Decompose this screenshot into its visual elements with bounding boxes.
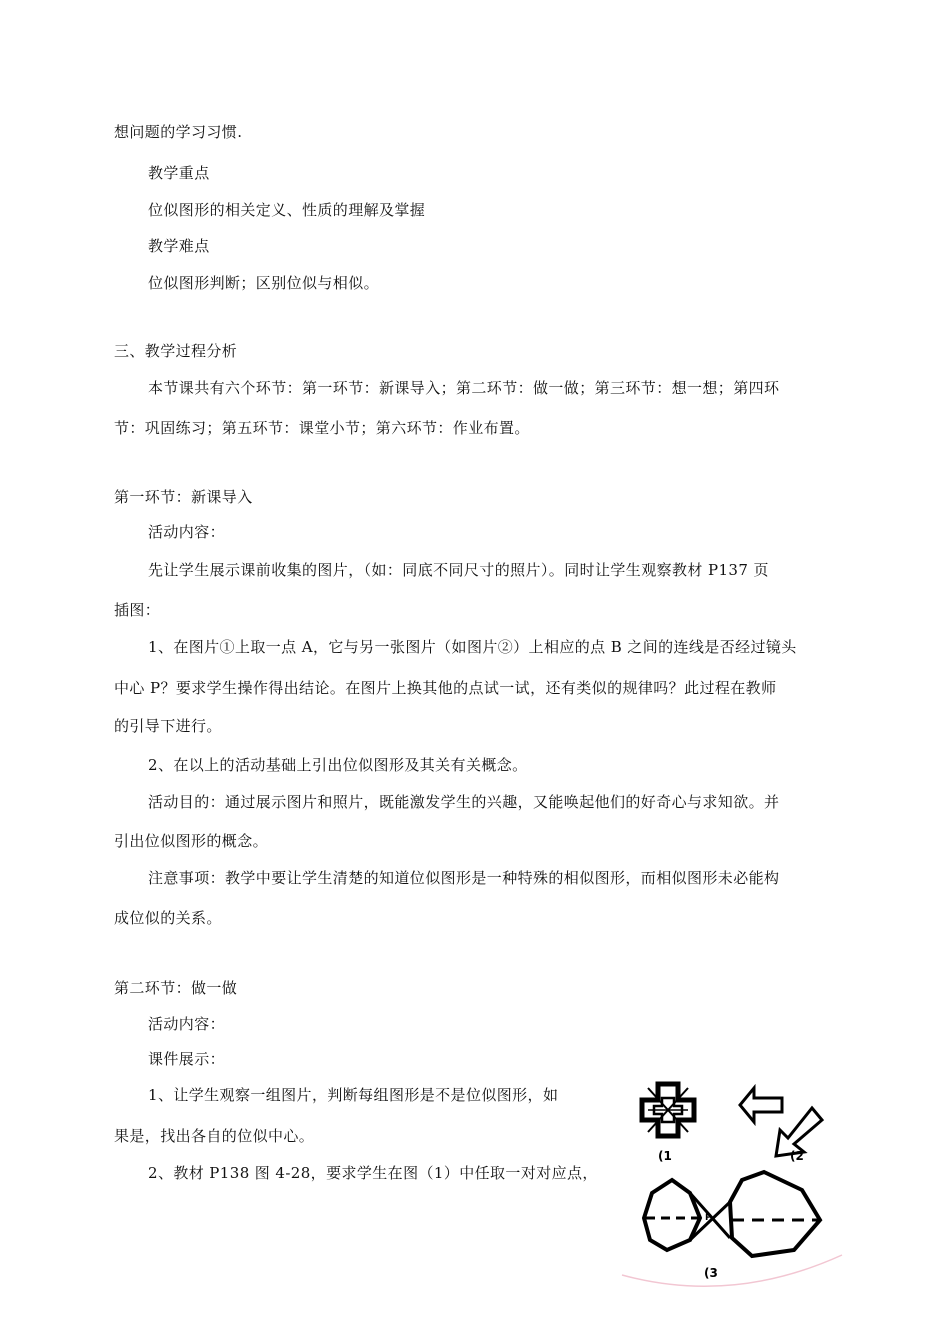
text-line: 2、教材 P138 图 4-28，要求学生在图（1）中任取一对对应点， (148, 1164, 598, 1182)
text-line: 活动内容： (148, 1015, 226, 1033)
section-heading-key-points: 教学重点 (148, 164, 210, 182)
text-line: 节：巩固练习；第五环节：课堂小节；第六环节：作业布置。 (114, 419, 530, 437)
figure-3-label: (3 (704, 1266, 718, 1280)
text-line: 想问题的学习习惯. (114, 123, 243, 141)
figure-3-pentagons (644, 1172, 820, 1256)
text-line: 位似图形的相关定义、性质的理解及掌握 (148, 201, 426, 219)
text-line: 中心 P？要求学生操作得出结论。在图片上换其他的点试一试，还有类似的规律吗？此过程在教师 (114, 679, 777, 697)
section-heading-difficulties: 教学难点 (148, 237, 210, 255)
text-line: 活动目的：通过展示图片和照片，既能激发学生的兴趣，又能唤起他们的好奇心与求知欲。并 (148, 793, 780, 811)
center-point-label: P (705, 1213, 712, 1223)
section-heading-stage-2: 第二环节：做一做 (114, 979, 238, 997)
figure-1-crosses (642, 1084, 694, 1136)
text-line: 活动内容： (148, 523, 226, 541)
text-line: 位似图形判断；区别位似与相似。 (148, 274, 380, 292)
text-line: 1、在图片①上取一点 A，它与另一张图片（如图片②）上相应的点 B 之间的连线是否经过镜头 (148, 638, 797, 656)
text-line: 1、让学生观察一组图片，判断每组图形是不是位似图形，如 (148, 1086, 559, 1104)
text-line: 果是，找出各自的位似中心。 (114, 1127, 315, 1145)
text-line: 引出位似图形的概念。 (114, 832, 269, 850)
section-heading-stage-1: 第一环节：新课导入 (114, 488, 253, 506)
homothety-figure-svg (612, 1080, 852, 1300)
text-line: 的引导下进行。 (114, 717, 222, 735)
text-line: 先让学生展示课前收集的图片，（如：同底不同尺寸的照片）。同时让学生观察教材 P137 页 (148, 561, 769, 579)
text-line: 成位似的关系。 (114, 909, 222, 927)
text-line: 插图： (114, 601, 161, 619)
homothety-figure (612, 1080, 852, 1300)
decorative-arc (622, 1255, 842, 1286)
text-line: 注意事项：教学中要让学生清楚的知道位似图形是一种特殊的相似图形，而相似图形未必能构 (148, 869, 780, 887)
figure-2-label: (2 (790, 1149, 804, 1163)
figure-2-arrows (740, 1088, 822, 1156)
text-line: 本节课共有六个环节：第一环节：新课导入；第二环节：做一做；第三环节：想一想；第四环 (148, 379, 780, 397)
figure-1-label: (1 (658, 1149, 672, 1163)
section-heading-process: 三、教学过程分析 (114, 342, 238, 360)
text-line: 2、在以上的活动基础上引出位似图形及其关有关概念。 (148, 756, 528, 774)
text-line: 课件展示： (148, 1050, 226, 1068)
